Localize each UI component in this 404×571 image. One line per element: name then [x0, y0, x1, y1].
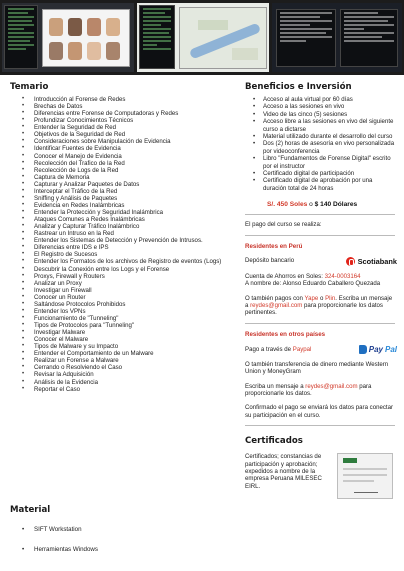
temario-item: • El Registro de Sucesos [22, 251, 236, 258]
temario-item: • Realizar un Forense a Malware [22, 357, 236, 364]
temario-item: • Entender la Seguridad de Red [22, 124, 236, 131]
email-link-2[interactable]: reydes@gmail.com [305, 382, 358, 390]
divider [245, 214, 395, 215]
screenshot-image-2 [137, 3, 269, 72]
beneficio-item: • Libro "Fundamentos de Forense Digital" escrito por el instructor [253, 155, 397, 170]
beneficios-title: Beneficios e Inversión [245, 82, 352, 92]
price-dollars: $ 140 Dólares [314, 201, 358, 209]
temario-item: • Entender el Comportamiento de un Malware [22, 350, 236, 357]
paypal-logo-a: Pay [368, 344, 383, 354]
account-info [245, 273, 397, 288]
temario-item: • Entender los Formatos de los archivos de Registro de eventos (Logs) [22, 258, 236, 265]
abroad-title: Residentes en otros países [245, 330, 326, 338]
payment-intro: El pago del curso se realiza: [245, 221, 322, 229]
terminal-window [340, 9, 398, 67]
material-title: Material [10, 505, 51, 515]
price-separator: o [307, 201, 315, 209]
temario-item: • Análisis de la Evidencia [22, 379, 236, 386]
temario-item: • Investigar Malware [22, 329, 236, 336]
photo-gallery-window [42, 9, 130, 67]
temario-item: • Tipos de Malware y su Impacto [22, 343, 236, 350]
email-link[interactable]: reydes@gmail.com [250, 301, 303, 309]
beneficio-item: • Acceso libre a las sesiones en vivo del siguiente curso a dictarse [253, 118, 397, 133]
transfer-text: O también transferencia de dinero mediante Western Union y MoneyGram [245, 360, 389, 376]
paypal-word: Paypal [292, 345, 312, 353]
temario-item: • Diferencias entre Forense de Computadoras y Redes [22, 110, 236, 117]
temario-item: • Reportar el Caso [22, 386, 236, 393]
terminal-window [139, 5, 175, 69]
temario-item: • Rastrear un Intruso en la Red [22, 230, 236, 237]
paypal-text [245, 346, 311, 353]
beneficio-item: • Acceso al aula virtual por 60 días [253, 96, 397, 103]
temario-item: • Proxys, Firewall y Routers [22, 273, 236, 280]
temario-item: • Interceptar el Tráfico de la Red [22, 188, 236, 195]
temario-item: • Descubrir la Conexión entre los Logs y el Forense [22, 266, 236, 273]
temario-item: • Capturar y Analizar Paquetes de Datos [22, 181, 236, 188]
write-text [245, 383, 397, 398]
temario-item: • Cerrando o Resolviendo el Caso [22, 364, 236, 371]
temario-section [10, 82, 236, 393]
paypal-icon [359, 345, 367, 354]
temario-item: • Conocer el Malware [22, 336, 236, 343]
temario-title: Temario [10, 82, 49, 92]
confirm-text: Confirmado el pago se enviará los datos para conectar su participación en el curso. [245, 404, 394, 419]
temario-item: • Brechas de Datos [22, 103, 236, 110]
write-pre: Escriba un mensaje a [245, 382, 306, 390]
temario-list [22, 96, 236, 393]
account-label: Cuenta de Ahorros en Soles: [245, 272, 325, 280]
temario-item: • Funcionamiento de "Tunneling" [22, 315, 236, 322]
screenshot-image-1 [2, 3, 134, 72]
paypal-row [245, 345, 397, 354]
bank-row [245, 257, 397, 266]
beneficio-item: • Video de las cinco (5) sesiones [253, 111, 397, 118]
divider [245, 235, 395, 236]
temario-item: • Entender la Protección y Seguridad Inalámbrica [22, 209, 236, 216]
alt-mid: o [318, 294, 326, 302]
divider [245, 323, 395, 324]
temario-item: • Investigar un Firewall [22, 287, 236, 294]
terminal-window [276, 9, 336, 67]
temario-item: • Captura de Memoria [22, 174, 236, 181]
map-window [179, 7, 267, 69]
temario-item: • Conocer el Manejo de Evidencia [22, 153, 236, 160]
beneficio-item: • Dos (2) horas de asesoría en vivo personalizada por videoconferencia [253, 140, 397, 155]
peru-title: Residentes en Perú [245, 242, 303, 250]
beneficios-list [253, 96, 397, 192]
alt-pre: O también pagos con [245, 294, 305, 302]
temario-item: • Ataques Comunes a Redes Inalámbricas [22, 216, 236, 223]
price-soles: S/. 450 Soles [267, 201, 308, 209]
certificados-text: Certificados; constancias de participación y aprobación; expedidos a nombre de la empresa Peruana MILESEC EIRL. [245, 453, 322, 490]
beneficio-item: • Certificado digital de aprobación por una duración total de 24 horas [253, 177, 397, 192]
bank-label: Depósito bancario [245, 257, 295, 265]
material-item: • Herramientas Windows [22, 546, 98, 553]
beneficio-item: • Certificado digital de participación [253, 170, 397, 177]
screenshot-image-3 [272, 3, 402, 72]
temario-item: • Introducción al Forense de Redes [22, 96, 236, 103]
temario-item: • Entender los Sistemas de Detección y Prevención de Intrusos. [22, 237, 236, 244]
scotiabank-name: Scotiabank [357, 256, 397, 266]
temario-item: • Consideraciones sobre Manipulación de Evidencia [22, 138, 236, 145]
temario-item: • Identificar Fuentes de Evidencia [22, 145, 236, 152]
temario-item: • Profundizar Conocimientos Técnicos [22, 117, 236, 124]
header-screenshot-strip [0, 0, 404, 75]
temario-item: • Recolección de Logs de la Red [22, 167, 236, 174]
temario-item: • Saltándose Protocolos Prohibidos [22, 301, 236, 308]
paypal-logo-b: Pal [384, 344, 397, 354]
terminal-window [4, 5, 38, 69]
yape-label: Yape [304, 294, 319, 302]
beneficio-item: • Acceso a las sesiones en vivo [253, 103, 397, 110]
paypal-pre: Pago a través de [245, 345, 293, 353]
account-holder: A nombre de: Alonso Eduardo Caballero Quezada [245, 280, 381, 288]
alt-end: para proporcionarle los datos pertinentes. [245, 301, 383, 317]
alt-payment-text [245, 295, 397, 317]
alt-post: . Escriba un mensaje a [245, 294, 393, 309]
certificados-row [245, 453, 397, 499]
material-list [22, 526, 98, 566]
temario-item: • Diferencias entre IDS e IPS [22, 244, 236, 251]
beneficio-item: • Material utilizado durante el desarrollo del curso [253, 133, 397, 140]
certificados-title: Certificados [245, 436, 303, 447]
paypal-logo [359, 345, 397, 354]
scotiabank-icon [346, 257, 355, 266]
temario-item: • Revisar la Adquisición [22, 371, 236, 378]
account-number: 324-0003164 [324, 272, 361, 280]
beneficios-section [245, 82, 397, 499]
temario-item: • Analizar y Capturar Tráfico Inalámbrico [22, 223, 236, 230]
temario-item: • Recolección del Trafico de la Red [22, 160, 236, 167]
plin-label: Plin [325, 294, 336, 302]
price [267, 201, 397, 208]
temario-item: • Conocer un Router [22, 294, 236, 301]
temario-item: • Entender los VPNs [22, 308, 236, 315]
temario-item: • Tipos de Protocolos para "Tunneling" [22, 322, 236, 329]
temario-item: • Objetivos de la Seguridad de Red [22, 131, 236, 138]
certificate-image [337, 453, 393, 499]
temario-item: • Analizar un Proxy [22, 280, 236, 287]
scotiabank-logo [346, 257, 397, 266]
temario-item: • Evidencia en Redes Inalámbricas [22, 202, 236, 209]
divider [245, 425, 395, 426]
material-item: • SIFT Workstation [22, 526, 98, 533]
temario-item: • Sniffing y Análisis de Paquetes [22, 195, 236, 202]
write-post: para proporcionarle los datos. [245, 382, 372, 397]
